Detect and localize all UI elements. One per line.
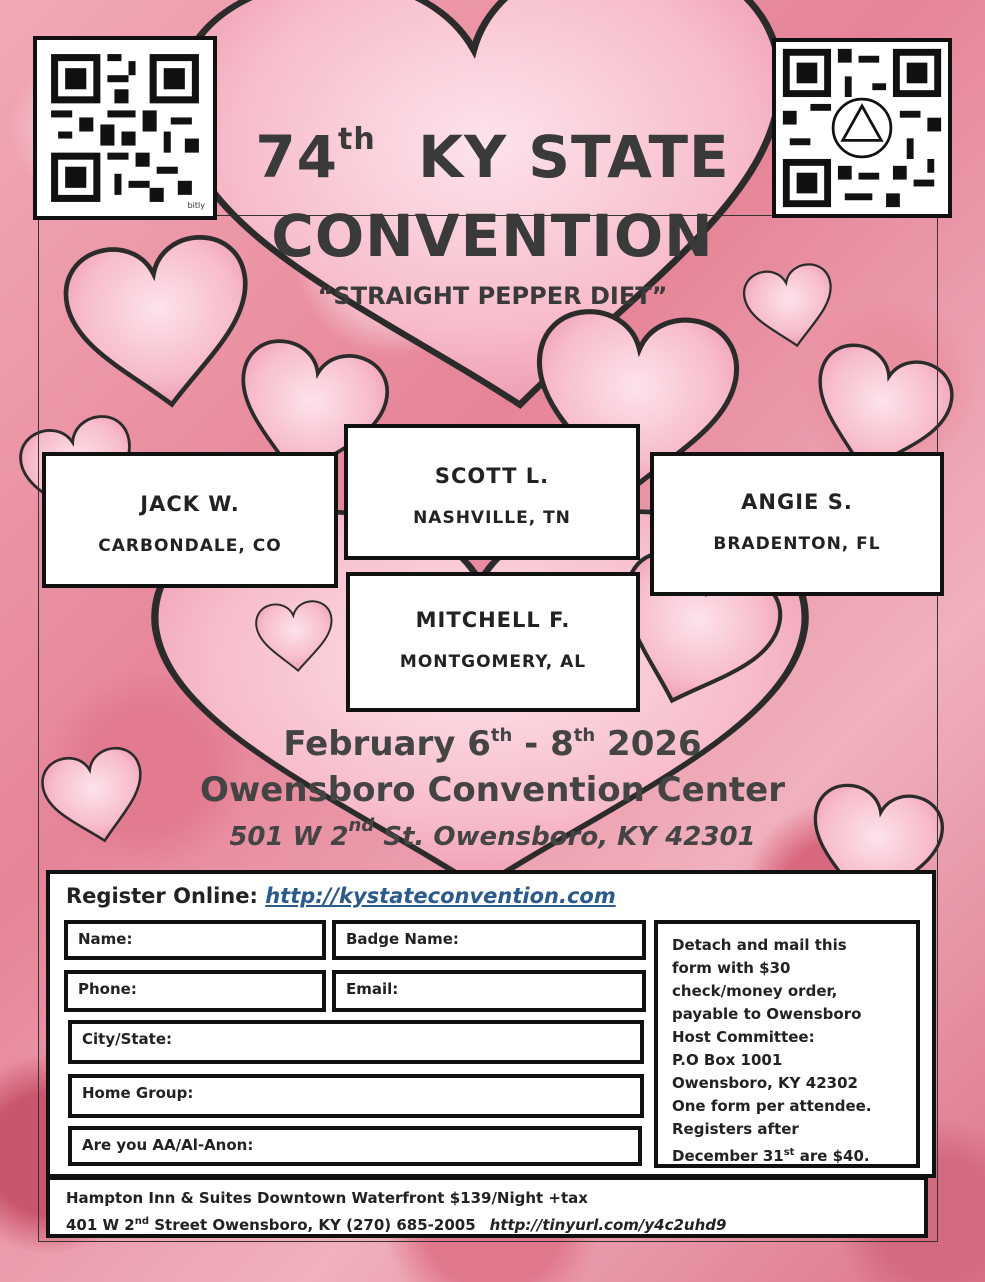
note-line: P.O Box 1001 (672, 1051, 783, 1069)
speaker-card-jack (42, 452, 338, 588)
title-state: KY STATE (418, 123, 730, 191)
convention-title-line1 (0, 122, 985, 191)
speaker-city: MONTGOMERY, AL (399, 652, 587, 672)
speaker-name: SCOTT L. (434, 464, 550, 488)
mail-instructions (654, 920, 920, 1168)
date-end: - 8 (512, 724, 574, 764)
speaker-card-scott (344, 424, 640, 560)
hotel-line2 (66, 1210, 908, 1237)
ordinal-number: 74 (255, 123, 339, 191)
event-date (0, 724, 985, 764)
name-field[interactable]: Name: (64, 920, 326, 960)
note-line: One form per attendee. (672, 1097, 872, 1115)
convention-title-line2: CONVENTION (271, 202, 714, 270)
address-start: 501 W 2 (229, 822, 349, 852)
hotel-address-end: Street Owensboro, KY (270) 685-2005 (149, 1216, 476, 1234)
address-suffix: nd (348, 815, 375, 836)
aa-alanon-field[interactable]: Are you AA/Al-Anon: (68, 1126, 642, 1166)
date-year: 2026 (595, 724, 702, 764)
hotel-link[interactable]: http://tinyurl.com/y4c2uhd9 (489, 1216, 727, 1234)
hotel-info (46, 1176, 928, 1238)
speaker-city: CARBONDALE, CO (98, 536, 282, 556)
register-label: Register Online: (66, 884, 258, 908)
speaker-name: ANGIE S. (741, 490, 853, 514)
note-line: Detach and mail this (672, 936, 847, 954)
note-line: Owensboro, KY 42302 (672, 1074, 858, 1092)
note-line: Registers after (672, 1120, 799, 1138)
speaker-card-angie (650, 452, 944, 596)
ordinal-suffix: th (338, 122, 376, 157)
registration-form (46, 870, 936, 1178)
event-venue: Owensboro Convention Center (199, 770, 786, 810)
event-address (0, 815, 985, 852)
convention-theme: “STRAIGHT PEPPER DIET” (317, 282, 668, 310)
note-line (672, 1141, 902, 1168)
note-line: form with $30 (672, 959, 791, 977)
hotel-address-start: 401 W 2 (66, 1216, 135, 1234)
home-group-field[interactable]: Home Group: (68, 1074, 644, 1118)
date-start-suffix: th (490, 725, 513, 746)
note-date-suffix: st (783, 1147, 795, 1158)
email-field[interactable]: Email: (332, 970, 646, 1012)
speaker-city: BRADENTON, FL (713, 534, 881, 554)
note-line: check/money order, (672, 982, 838, 1000)
speaker-name: MITCHELL F. (415, 608, 571, 632)
speaker-card-mitchell (346, 572, 640, 712)
register-link[interactable]: http://kystateconvention.com (265, 884, 616, 908)
qr-tag-text: bitly (187, 201, 205, 210)
note-line: payable to Owensboro (672, 1005, 862, 1023)
city-state-field[interactable]: City/State: (68, 1020, 644, 1064)
note-date: December 31 (672, 1147, 784, 1165)
note-line: Host Committee: (672, 1028, 815, 1046)
speaker-city: NASHVILLE, TN (413, 508, 571, 528)
phone-field[interactable]: Phone: (64, 970, 326, 1012)
hotel-line1: Hampton Inn & Suites Downtown Waterfront $139/Night +tax (66, 1189, 588, 1207)
date-end-suffix: th (573, 725, 596, 746)
register-online (66, 884, 616, 908)
note-price: are $40. (794, 1147, 870, 1165)
badge-name-field[interactable]: Badge Name: (332, 920, 646, 960)
address-end: St. Owensboro, KY 42301 (374, 822, 756, 852)
hotel-address-suffix: nd (134, 1216, 150, 1227)
speaker-name: JACK W. (140, 492, 240, 516)
date-start: February 6 (283, 724, 491, 764)
